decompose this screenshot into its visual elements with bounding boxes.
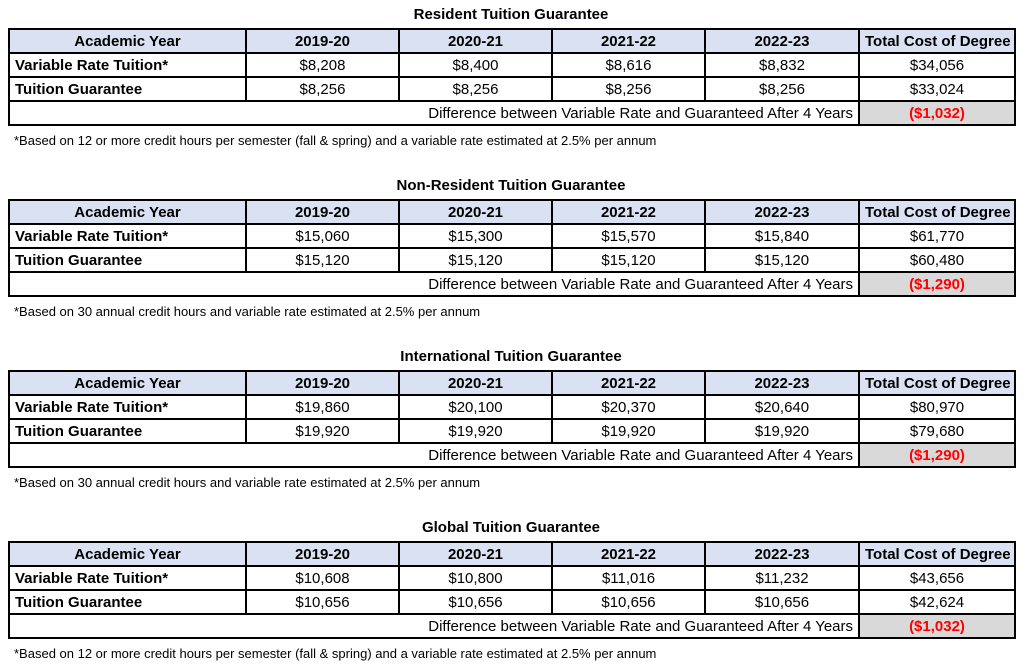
difference-label: Difference between Variable Rate and Guaranteed After 4 Years [9, 101, 859, 125]
column-header: 2021-22 [552, 542, 705, 566]
cell-value: $15,060 [246, 224, 399, 248]
table-title: International Tuition Guarantee [400, 348, 622, 365]
table-title: Non-Resident Tuition Guarantee [396, 177, 626, 194]
cell-value: $8,256 [246, 77, 399, 101]
cell-value: $15,120 [552, 248, 705, 272]
table-row [9, 395, 1015, 419]
cell-value: $19,920 [705, 419, 859, 443]
cell-value: $8,832 [705, 53, 859, 77]
difference-row [9, 443, 1015, 467]
table-header-row [9, 200, 1015, 224]
table-row [9, 77, 1015, 101]
difference-value: ($1,290) [859, 272, 1015, 296]
column-header: Academic Year [9, 371, 246, 395]
cell-value: $8,616 [552, 53, 705, 77]
table-header-row [9, 29, 1015, 53]
non-resident-tuition-section [0, 178, 1026, 319]
column-header: 2019-20 [246, 29, 399, 53]
column-header: 2020-21 [399, 29, 552, 53]
cell-value: $34,056 [859, 53, 1015, 77]
table-row [9, 566, 1015, 590]
difference-label: Difference between Variable Rate and Guaranteed After 4 Years [9, 443, 859, 467]
cell-value: $10,656 [552, 590, 705, 614]
column-header: 2022-23 [705, 200, 859, 224]
cell-value: $42,624 [859, 590, 1015, 614]
column-header: 2021-22 [552, 29, 705, 53]
cell-value: $8,400 [399, 53, 552, 77]
column-header: 2021-22 [552, 371, 705, 395]
row-label: Tuition Guarantee [9, 77, 246, 101]
cell-value: $19,920 [552, 419, 705, 443]
row-label: Variable Rate Tuition* [9, 566, 246, 590]
cell-value: $20,100 [399, 395, 552, 419]
table-header-row [9, 542, 1015, 566]
row-label: Tuition Guarantee [9, 248, 246, 272]
column-header: Academic Year [9, 542, 246, 566]
difference-value: ($1,032) [859, 101, 1015, 125]
resident-tuition-table [8, 28, 1016, 126]
column-header: 2020-21 [399, 542, 552, 566]
cell-value: $10,608 [246, 566, 399, 590]
row-label: Variable Rate Tuition* [9, 53, 246, 77]
cell-value: $60,480 [859, 248, 1015, 272]
difference-label: Difference between Variable Rate and Guaranteed After 4 Years [9, 272, 859, 296]
cell-value: $10,656 [399, 590, 552, 614]
international-tuition-table [8, 370, 1016, 468]
column-header: 2022-23 [705, 29, 859, 53]
difference-row [9, 272, 1015, 296]
table-row [9, 590, 1015, 614]
row-label: Variable Rate Tuition* [9, 395, 246, 419]
cell-value: $79,680 [859, 419, 1015, 443]
row-label: Tuition Guarantee [9, 590, 246, 614]
cell-value: $15,300 [399, 224, 552, 248]
column-header: Academic Year [9, 29, 246, 53]
cell-value: $15,120 [705, 248, 859, 272]
column-header: 2021-22 [552, 200, 705, 224]
difference-label: Difference between Variable Rate and Guaranteed After 4 Years [9, 614, 859, 638]
cell-value: $15,840 [705, 224, 859, 248]
cell-value: $8,256 [399, 77, 552, 101]
cell-value: $15,120 [246, 248, 399, 272]
table-title: Resident Tuition Guarantee [413, 6, 609, 23]
column-header: Total Cost of Degree [859, 29, 1015, 53]
column-header: 2019-20 [246, 200, 399, 224]
table-row [9, 224, 1015, 248]
cell-value: $8,256 [705, 77, 859, 101]
column-header: 2019-20 [246, 371, 399, 395]
difference-row [9, 101, 1015, 125]
table-footnote: *Based on 30 annual credit hours and variable rate estimated at 2.5% per annum [14, 475, 481, 490]
difference-value: ($1,032) [859, 614, 1015, 638]
cell-value: $80,970 [859, 395, 1015, 419]
cell-value: $19,920 [246, 419, 399, 443]
global-tuition-section [0, 520, 1026, 661]
non-resident-tuition-table [8, 199, 1016, 297]
cell-value: $10,656 [705, 590, 859, 614]
cell-value: $11,232 [705, 566, 859, 590]
cell-value: $20,640 [705, 395, 859, 419]
column-header: Total Cost of Degree [859, 200, 1015, 224]
global-tuition-table [8, 541, 1016, 639]
column-header: 2020-21 [399, 371, 552, 395]
cell-value: $10,656 [246, 590, 399, 614]
cell-value: $8,208 [246, 53, 399, 77]
cell-value: $19,920 [399, 419, 552, 443]
cell-value: $61,770 [859, 224, 1015, 248]
row-label: Variable Rate Tuition* [9, 224, 246, 248]
cell-value: $33,024 [859, 77, 1015, 101]
column-header: Total Cost of Degree [859, 542, 1015, 566]
cell-value: $11,016 [552, 566, 705, 590]
cell-value: $8,256 [552, 77, 705, 101]
column-header: Academic Year [9, 200, 246, 224]
column-header: Total Cost of Degree [859, 371, 1015, 395]
difference-value: ($1,290) [859, 443, 1015, 467]
column-header: 2022-23 [705, 542, 859, 566]
table-header-row [9, 371, 1015, 395]
table-footnote: *Based on 12 or more credit hours per semester (fall & spring) and a variable rate estimated at 2.5% per annum [14, 646, 657, 661]
cell-value: $19,860 [246, 395, 399, 419]
cell-value: $15,570 [552, 224, 705, 248]
cell-value: $43,656 [859, 566, 1015, 590]
table-title: Global Tuition Guarantee [421, 519, 601, 536]
column-header: 2022-23 [705, 371, 859, 395]
cell-value: $10,800 [399, 566, 552, 590]
table-footnote: *Based on 12 or more credit hours per semester (fall & spring) and a variable rate estimated at 2.5% per annum [14, 133, 657, 148]
table-footnote: *Based on 30 annual credit hours and variable rate estimated at 2.5% per annum [14, 304, 481, 319]
resident-tuition-section [0, 7, 1026, 148]
table-row [9, 419, 1015, 443]
difference-row [9, 614, 1015, 638]
column-header: 2020-21 [399, 200, 552, 224]
table-row [9, 53, 1015, 77]
cell-value: $20,370 [552, 395, 705, 419]
cell-value: $15,120 [399, 248, 552, 272]
international-tuition-section [0, 349, 1026, 490]
row-label: Tuition Guarantee [9, 419, 246, 443]
column-header: 2019-20 [246, 542, 399, 566]
table-row [9, 248, 1015, 272]
